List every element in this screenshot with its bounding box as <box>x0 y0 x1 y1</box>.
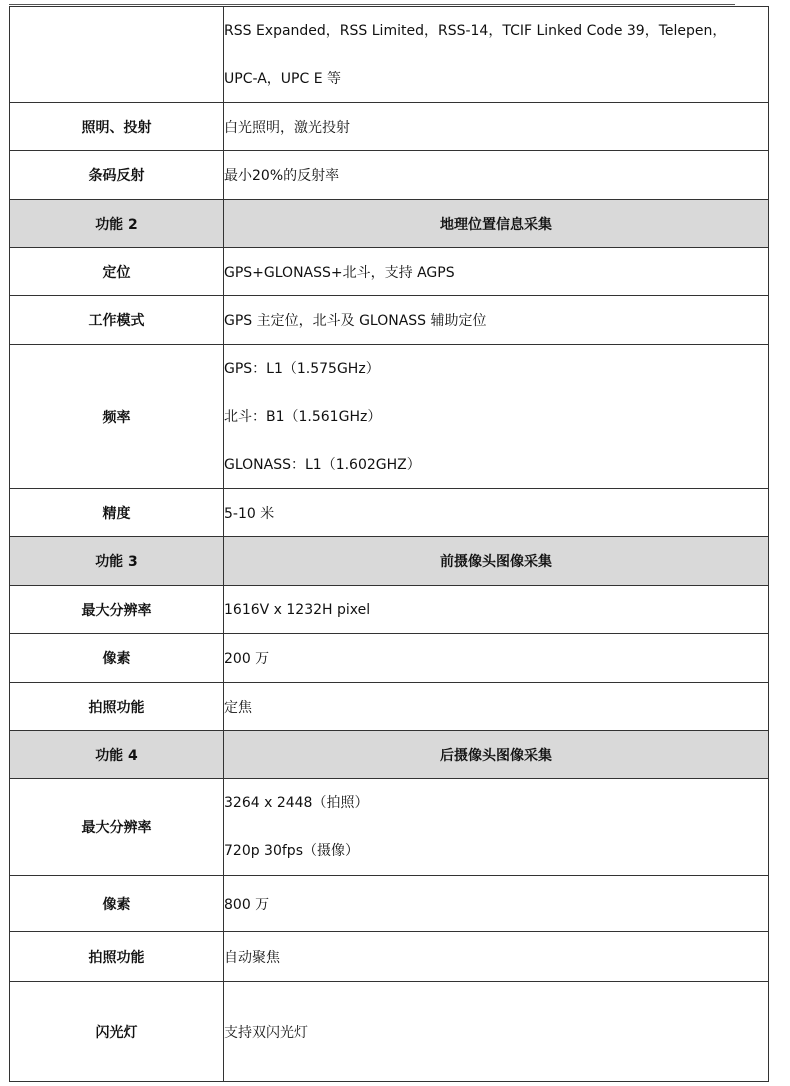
row-label: 像素 <box>10 876 224 932</box>
row-value <box>224 779 769 876</box>
row-value: 定焦 <box>224 683 769 731</box>
table-row <box>10 586 769 634</box>
table-row <box>10 151 769 200</box>
freq-line-3: GLONASS：L1（1.602GHZ） <box>224 456 421 473</box>
codes-line-1: RSS Expanded，RSS Limited，RSS-14，TCIF Linked Code 39，Telepen， <box>224 22 727 39</box>
table-row <box>10 296 769 345</box>
table-row <box>10 103 769 151</box>
row-value: GPS 主定位，北斗及 GLONASS 辅助定位 <box>224 296 769 345</box>
freq-line-2: 北斗：B1（1.561GHz） <box>224 408 382 425</box>
section-label: 功能 2 <box>10 200 224 248</box>
row-value: 最小20%的反射率 <box>224 151 769 200</box>
spec-table <box>9 6 769 1082</box>
f4res-line-1: 3264 x 2448（拍照） <box>224 795 369 811</box>
row-value <box>224 7 769 103</box>
row-label: 闪光灯 <box>10 982 224 1082</box>
table-row <box>10 683 769 731</box>
section-title: 后摄像头图像采集 <box>224 731 769 779</box>
row-label: 精度 <box>10 489 224 537</box>
row-value: GPS+GLONASS+北斗，支持 AGPS <box>224 248 769 296</box>
table-row <box>10 489 769 537</box>
row-label <box>10 7 224 103</box>
section-header-row <box>10 200 769 248</box>
row-value: 支持双闪光灯 <box>224 982 769 1082</box>
table-row <box>10 876 769 932</box>
row-label: 像素 <box>10 634 224 683</box>
codes-line-2: UPC-A，UPC E 等 <box>224 70 341 87</box>
row-value <box>224 345 769 489</box>
top-rule <box>9 4 735 5</box>
table-row <box>10 779 769 876</box>
row-label: 定位 <box>10 248 224 296</box>
freq-line-1: GPS：L1（1.575GHz） <box>224 360 380 377</box>
section-title: 前摄像头图像采集 <box>224 537 769 586</box>
section-title: 地理位置信息采集 <box>224 200 769 248</box>
row-label: 拍照功能 <box>10 683 224 731</box>
row-value: 200 万 <box>224 634 769 683</box>
row-label: 最大分辨率 <box>10 779 224 876</box>
table-row <box>10 982 769 1082</box>
table-row <box>10 345 769 489</box>
section-label: 功能 4 <box>10 731 224 779</box>
row-label: 拍照功能 <box>10 932 224 982</box>
row-label: 频率 <box>10 345 224 489</box>
table-row <box>10 248 769 296</box>
row-value: 自动聚焦 <box>224 932 769 982</box>
row-label: 照明、投射 <box>10 103 224 151</box>
row-value: 800 万 <box>224 876 769 932</box>
row-label: 最大分辨率 <box>10 586 224 634</box>
table-row <box>10 634 769 683</box>
row-value: 白光照明，激光投射 <box>224 103 769 151</box>
section-label: 功能 3 <box>10 537 224 586</box>
row-value: 5-10 米 <box>224 489 769 537</box>
row-label: 条码反射 <box>10 151 224 200</box>
section-header-row <box>10 537 769 586</box>
row-label: 工作模式 <box>10 296 224 345</box>
row-value: 1616V x 1232H pixel <box>224 586 769 634</box>
table-row <box>10 932 769 982</box>
f4res-line-2: 720p 30fps（摄像） <box>224 843 359 859</box>
section-header-row <box>10 731 769 779</box>
table-row <box>10 7 769 103</box>
